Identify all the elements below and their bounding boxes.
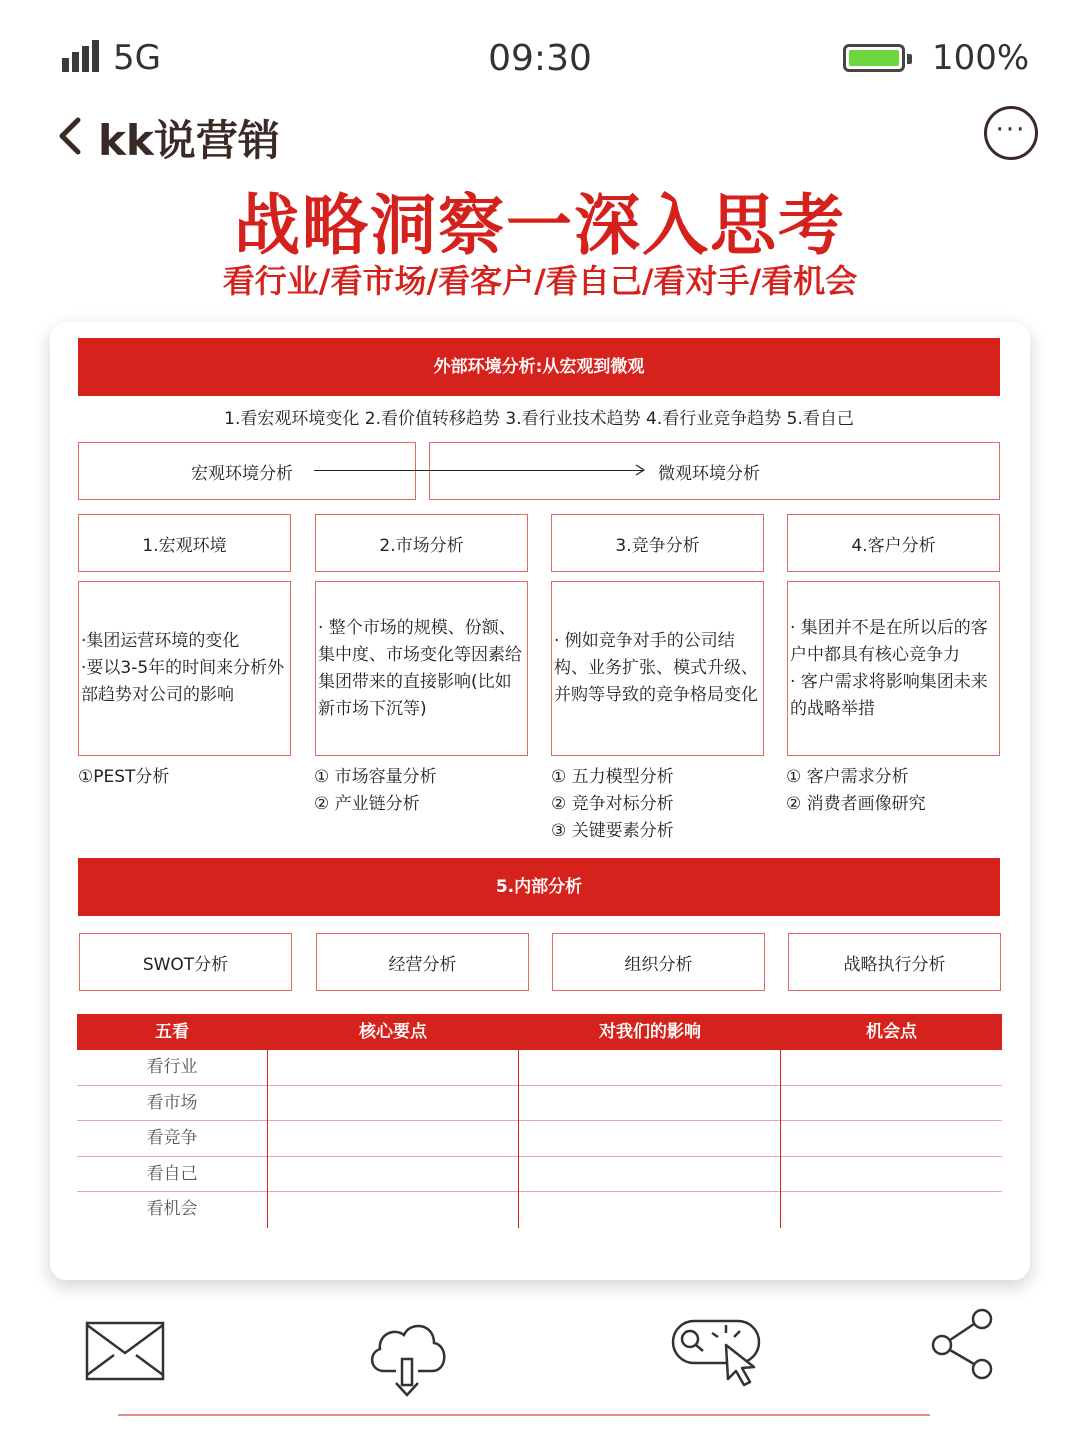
method-item: ①PEST分析 — [78, 767, 170, 787]
column-title-customer: 4.客户分析 — [787, 514, 1000, 572]
table-cell: 看机会 — [146, 1199, 198, 1219]
micro-analysis-box — [429, 442, 1000, 500]
back-icon[interactable] — [52, 114, 88, 158]
method-item: ② 产业链分析 — [314, 794, 420, 814]
external-analysis-header: 外部环境分析:从宏观到微观 — [78, 338, 1000, 396]
method-item: ② 竞争对标分析 — [551, 794, 674, 814]
battery-icon — [843, 44, 905, 72]
method-item: ① 客户需求分析 — [786, 767, 909, 787]
steps-text: 1.看宏观环境变化 2.看价值转移趋势 3.看行业技术趋势 4.看行业竞争趋势 5.看自己 — [224, 409, 854, 429]
macro-to-micro-arrow — [314, 470, 644, 471]
table-header-cell: 核心要点 — [359, 1022, 427, 1042]
method-item: ① 市场容量分析 — [314, 767, 437, 787]
content-card — [50, 322, 1030, 1280]
internal-item-execution: 战略执行分析 — [788, 933, 1001, 991]
column-desc-macro — [78, 581, 291, 756]
table-divider — [780, 1014, 781, 1228]
table-header-cell: 五看 — [155, 1022, 189, 1042]
nav-title: kk说营销 — [98, 116, 280, 165]
column-title-macro: 1.宏观环境 — [78, 514, 291, 572]
mail-icon[interactable] — [84, 1319, 166, 1383]
table-cell: 看市场 — [146, 1092, 198, 1113]
table-header-cell: 机会点 — [866, 1022, 917, 1042]
methods-macro — [78, 764, 169, 791]
five-views-table — [77, 1014, 1002, 1228]
status-time: 09:30 — [488, 38, 592, 79]
table-row — [77, 1050, 1002, 1086]
table-row — [77, 1157, 1002, 1193]
page-title: 战略洞察一深入思考 — [234, 187, 846, 264]
nav-bar — [0, 104, 1080, 168]
status-bar — [0, 38, 1080, 82]
table-cell: 看竞争 — [146, 1128, 198, 1148]
method-item: ① 五力模型分析 — [551, 767, 674, 787]
column-desc-customer — [787, 581, 1000, 756]
macro-label: 宏观环境分析 — [191, 463, 293, 484]
table-row — [77, 1192, 1002, 1228]
page-subtitle: 看行业/看市场/看客户/看自己/看对手/看机会 — [222, 262, 858, 300]
column-title-market: 2.市场分析 — [315, 514, 528, 572]
internal-item-operations: 经营分析 — [316, 933, 529, 991]
column-desc-competition — [551, 581, 764, 756]
method-item: ② 消费者画像研究 — [786, 794, 926, 814]
internal-analysis-header: 5.内部分析 — [78, 858, 1000, 916]
bottom-toolbar — [0, 1305, 1080, 1405]
column-desc-macro-text: ·集团运营环境的变化 ·要以3-5年的时间来分析外部趋势对公司的影响 — [81, 631, 285, 705]
column-desc-market-text: · 整个市场的规模、份额、集中度、市场变化等因素给集团带来的直接影响(比如新市场下沉等) — [318, 617, 522, 719]
table-header-cell: 对我们的影响 — [599, 1022, 701, 1042]
network-label: 5G — [113, 38, 161, 78]
column-desc-competition-text: · 例如竞争对手的公司结构、业务扩张、模式升级、并购等导致的竞争格局变化 — [554, 631, 758, 705]
methods-competition — [551, 764, 674, 845]
column-desc-customer-text: · 集团并不是在所以后的客户中都具有核心竞争力 · 客户需求将影响集团未来的战略举措 — [790, 617, 988, 719]
arrow-head-icon — [634, 464, 646, 476]
micro-label: 微观环境分析 — [658, 463, 760, 484]
table-cell: 看行业 — [146, 1057, 198, 1077]
internal-item-organization: 组织分析 — [552, 933, 765, 991]
methods-market — [314, 764, 437, 818]
table-header — [77, 1014, 1002, 1050]
table-cell: 看自己 — [146, 1163, 198, 1184]
more-icon[interactable]: ··· — [984, 106, 1038, 160]
method-item: ③ 关键要素分析 — [551, 821, 674, 841]
macro-analysis-box — [78, 442, 416, 500]
column-title-competition: 3.竞争分析 — [551, 514, 764, 572]
table-row — [77, 1086, 1002, 1122]
battery-percent: 100% — [932, 38, 1030, 78]
table-divider — [267, 1014, 268, 1228]
internal-item-swot: SWOT分析 — [79, 933, 292, 991]
methods-customer — [786, 764, 926, 818]
cloud-download-icon[interactable] — [364, 1315, 450, 1401]
bottom-divider — [118, 1414, 930, 1416]
table-row — [77, 1121, 1002, 1157]
column-desc-market — [315, 581, 528, 756]
table-divider — [518, 1014, 519, 1228]
search-click-icon[interactable] — [670, 1315, 766, 1391]
share-icon[interactable] — [928, 1305, 998, 1385]
